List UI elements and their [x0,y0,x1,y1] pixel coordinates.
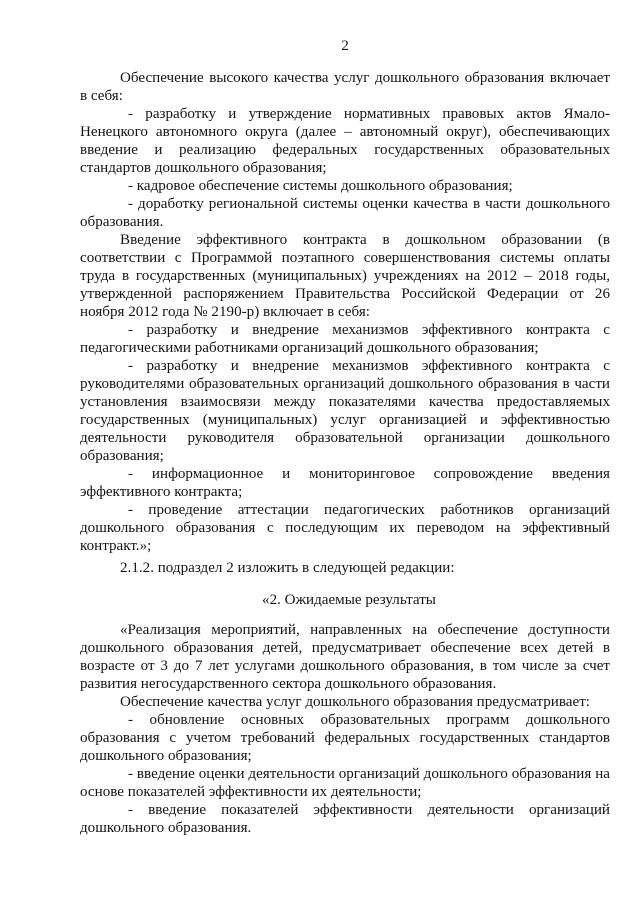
page-number: 2 [341,38,349,54]
section-heading: «2. Ожидаемые результаты [262,592,436,608]
list-item-teacher-contracts: - разработку и внедрение механизмов эффективного контракта с педагогическими работниками организаций дошкольного образования; [80,322,610,356]
list-item-efficiency-indicators: - введение показателей эффективности деятельности организаций дошкольного образования. [80,802,610,836]
list-item-director-contracts: - разработку и внедрение механизмов эффективного контракта с руководителями образовательных организаций дошкольного образования в части установления взаимосвязи между показателями качества предоставляемых государственных (муниципальных) услуг организацией и эффективностью деятельности руководителя образовательной организации дошкольного образования; [80,358,610,464]
list-item-regulations: - разработку и утверждение нормативных правовых актов Ямало-Ненецкого автономного округа (далее – автономный округ), обеспечивающих введение и реализацию федеральных государственных образовательных стандартов дошкольного образования; [80,106,610,176]
list-item-assessment-system: - доработку региональной системы оценки качества в части дошкольного образования. [80,196,610,230]
list-item-information-support: - информационное и мониторинговое сопровождение введения эффективного контракта; [80,466,610,500]
list-item-performance-evaluation: - введение оценки деятельности организаций дошкольного образования на основе показателей эффективности их деятельности; [80,766,610,800]
paragraph-effective-contract: Введение эффективного контракта в дошкольном образовании (в соответствии с Программой поэтапного совершенствования системы оплаты труда в государственных (муниципальных) учреждениях на 2012 – 2018 годы, утвержденной распоряжением Правительства Российской Федерации от 26 ноября 2012 года № 2190-р) включает в себя: [80,232,610,320]
list-item-program-update: - обновление основных образовательных программ дошкольного образования с учетом требований федеральных государственных стандартов дошкольного образования; [80,712,610,764]
paragraph-expected-results: «Реализация мероприятий, направленных на обеспечение доступности дошкольного образования детей, предусматривает обеспечение всех детей в возрасте от 3 до 7 лет услугами дошкольного образования, в том числе за счет развития негосударственного сектора дошкольного образования. [80,622,610,692]
list-item-certification: - проведение аттестации педагогических работников организаций дошкольного образования с последующим их переводом на эффективный контракт.»; [80,502,610,554]
list-item-staffing: - кадровое обеспечение системы дошкольного образования; [128,178,513,194]
paragraph-quality-provisions: Обеспечение качества услуг дошкольного образования предусматривает: [120,694,590,710]
paragraph-quality-intro: Обеспечение высокого качества услуг дошкольного образования включает в себя: [80,70,610,104]
paragraph-amendment: 2.1.2. подраздел 2 изложить в следующей редакции: [120,560,455,576]
